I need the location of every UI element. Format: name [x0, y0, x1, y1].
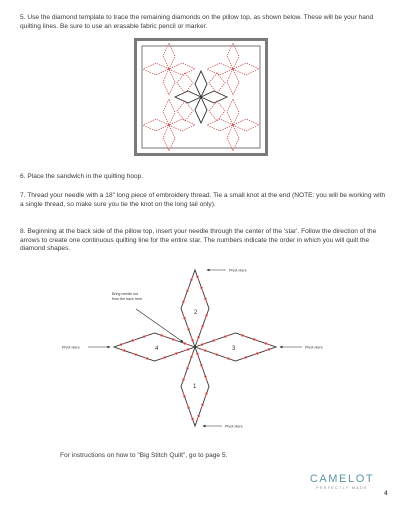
stitch-arrow [184, 343, 189, 345]
stitch-arrow [131, 353, 136, 355]
stitch-arrow [132, 339, 137, 341]
stitch-arrow [143, 357, 148, 359]
stitch-arrow [187, 325, 189, 330]
stitch-arrow [161, 335, 166, 337]
stitch-arrow [212, 353, 217, 355]
page-number: 4 [384, 490, 388, 497]
stitch-arrow [254, 339, 259, 341]
stitch-arrow [197, 354, 199, 359]
stitch-arrow [242, 335, 247, 337]
stitch-arrow [191, 353, 193, 358]
diamond-right [195, 333, 276, 361]
order-number-right: 3 [232, 346, 236, 352]
big-stitch-reference: For instructions on how to "Big Stitch Quilt", go to page 5. [60, 452, 228, 459]
stitch-arrow [205, 393, 207, 398]
brand-tagline: PERFECTLY MADE [316, 486, 368, 490]
order-number-top: 2 [194, 310, 198, 316]
brand-logo [307, 473, 377, 490]
stitch-arrow [187, 364, 189, 369]
stitch-arrow [197, 416, 199, 421]
diamond-top [181, 270, 209, 347]
start-note-line2: from the back here. [112, 297, 143, 301]
stitch-arrow [202, 343, 207, 345]
stitch-arrow [120, 349, 125, 351]
stitch-arrow [183, 392, 185, 397]
step-7-text: 7. Thread your needle with a 18" long piece of embroidery thread. Tie a small knot at the end (NOTE: you will be working with a single thread, so make sure you tie the knot on the long tail only). [20, 192, 386, 208]
pivot-top-label: Pivot Here [229, 268, 247, 273]
stitch-arrow [264, 349, 269, 351]
stitch-arrow [205, 376, 207, 381]
stitch-arrow [183, 314, 185, 319]
stitch-arrow [201, 404, 203, 409]
stitch-arrow [201, 287, 203, 292]
stitch-arrow [265, 343, 270, 345]
stitch-arrow [224, 357, 229, 359]
stitch-arrow [225, 335, 230, 337]
stitch-arrow [205, 298, 207, 303]
pivot-bottom-label: Pivot Here [225, 424, 243, 429]
stitch-arrow [144, 335, 149, 337]
stitch-arrow [213, 339, 218, 341]
stitch-arrow [191, 276, 193, 281]
step-6-text: 6. Place the sandwich in the quilting hoop. [20, 173, 144, 180]
stitch-arrow [187, 403, 189, 408]
step-5-text: 5. Use the diamond template to trace the remaining diamonds on the pillow top, as shown below. These will be your hand quilting lines. Be sure to use an erasable fabric pencil or marker. [20, 14, 374, 30]
order-number-left: 4 [155, 346, 159, 352]
stitch-arrow [172, 353, 177, 355]
stitch-arrow [241, 357, 246, 359]
stitch-arrow [160, 357, 165, 359]
stitch-arrow [183, 349, 188, 351]
stitch-arrow [121, 343, 126, 345]
star-quilting-diagram [0, 262, 404, 432]
star-diamonds [114, 270, 276, 426]
stitch-arrow [201, 349, 206, 351]
pillow-diamond-layout-figure [134, 38, 268, 156]
pivot-right-label: Pivot Here [305, 345, 323, 350]
brand-name: CAMELOT [309, 473, 375, 485]
order-number-bottom: 1 [193, 384, 197, 390]
stitch-arrow [253, 353, 258, 355]
stitch-arrow [183, 298, 185, 303]
stitch-arrow [191, 415, 193, 420]
start-note-line1: Bring needle out [112, 292, 139, 296]
stitch-arrow [173, 339, 178, 341]
stitch-arrow [201, 326, 203, 331]
stitch-arrow [201, 365, 203, 370]
stitch-arrow [197, 337, 199, 342]
pivot-left-label: Pivot Here [62, 345, 80, 350]
stitch-arrow [205, 315, 207, 320]
stitch-arrow [197, 276, 199, 281]
stitch-arrow [191, 336, 193, 341]
step-8-text: 8. Beginning at the back side of the pillow top, insert your needle through the center of the 'star'. Follow the direction of the arrows to create one continuous quilting line for the entire star. The numbers indicate the order in which you will quilt the diamond shapes. [20, 228, 377, 253]
stitch-arrow [183, 375, 185, 380]
stitch-arrow [187, 287, 189, 292]
